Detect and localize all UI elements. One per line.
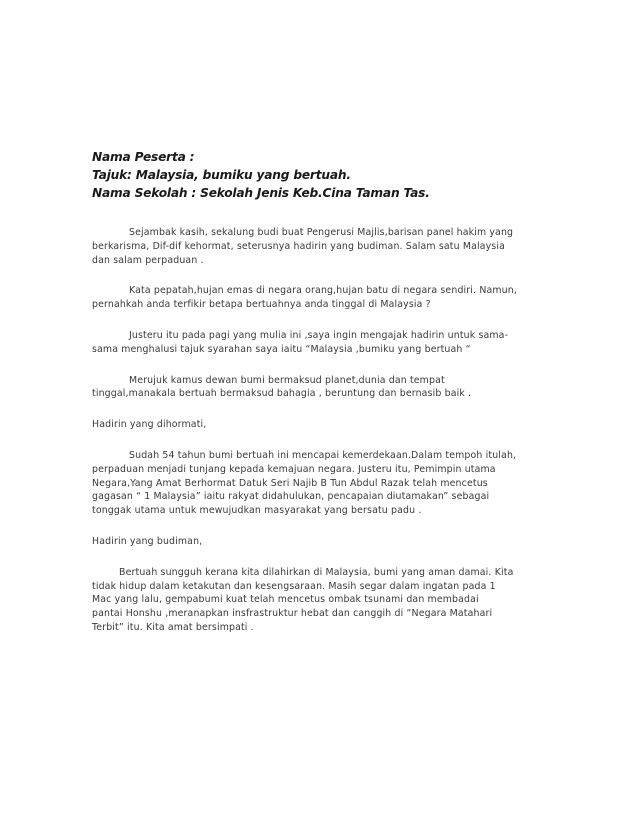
text-line: Mac yang lalu, gempabumi kuat telah mencetus ombak tsunami dan membadai [92,594,479,606]
text-line: Hadirin yang dihormati, [92,419,207,431]
document-header [92,148,554,202]
text-line: dan salam perpaduan . [92,254,204,266]
text-line: Hadirin yang budiman, [92,535,203,547]
text-line: Terbit” itu. Kita amat bersimpati . [92,621,254,633]
text-line: Bertuah sungguh kerana kita dilahirkan di Malaysia, bumi yang aman damai. Kita [119,566,514,578]
text-line: Sudah 54 tahun bumi bertuah ini mencapai kemerdekaan.Dalam tempoh itulah, [129,449,517,461]
text-line: Merujuk kamus dewan bumi bermaksud planet,dunia dan tempat [129,374,445,386]
text-line: Negara,Yang Amat Berhormat Datuk Seri Najib B Tun Abdul Razak telah mencetus [92,477,488,489]
paragraph-greeting [92,226,554,267]
text-line: Kata pepatah,hujan emas di negara orang,hujan batu di negara sendiri. Namun, [129,285,517,297]
paragraph-intro-topic [92,329,554,357]
text-line: perpaduan menjadi tunjang kepada kemajuan negara. Justeru itu, Pemimpin utama [92,463,496,475]
text-line: sama menghalusi tajuk syarahan saya iaitu “Malaysia ,bumiku yang bertuah “ [92,343,471,355]
paragraph-independence [92,449,554,518]
document-page [92,148,554,652]
paragraph-proverb [92,284,554,312]
speech-title: Tajuk: Malaysia, bumiku yang bertuah. [92,168,351,182]
participant-name-label: Nama Peserta : [92,150,195,164]
text-line: gagasan “ 1 Malaysia” iaitu rakyat didahulukan, pencapaian diutamakan” sebagai [92,491,490,503]
text-line: tonggak utama untuk mewujudkan masyarakat yang bersatu padu . [92,505,422,517]
text-line: berkarisma, Dif-dif kehormat, seterusnya hadirin yang budiman. Salam satu Malaysia [92,240,505,252]
paragraph-salutation-noble [92,535,554,549]
paragraph-salutation-respected [92,418,554,432]
text-line: Justeru itu pada pagi yang mulia ini ,saya ingin mengajak hadirin untuk sama- [129,329,509,341]
paragraph-definition [92,374,554,402]
text-line: pantai Honshu ,meranapkan insfrastruktur hebat dan canggih di “Negara Matahari [92,608,493,620]
text-line: Sejambak kasih, sekalung budi buat Pengerusi Majlis,barisan panel hakim yang [129,227,514,238]
text-line: tinggal,manakala bertuah bermaksud bahagia , beruntung dan bernasib baik . [92,388,472,400]
text-line: tidak hidup dalam ketakutan dan kesengsaraan. Masih segar dalam ingatan pada 1 [92,580,496,592]
paragraph-fortunate [92,566,554,635]
text-line: pernahkah anda terfikir betapa bertuahnya anda tinggal di Malaysia ? [92,299,431,311]
school-name: Nama Sekolah : Sekolah Jenis Keb.Cina Taman Tas. [92,186,430,200]
